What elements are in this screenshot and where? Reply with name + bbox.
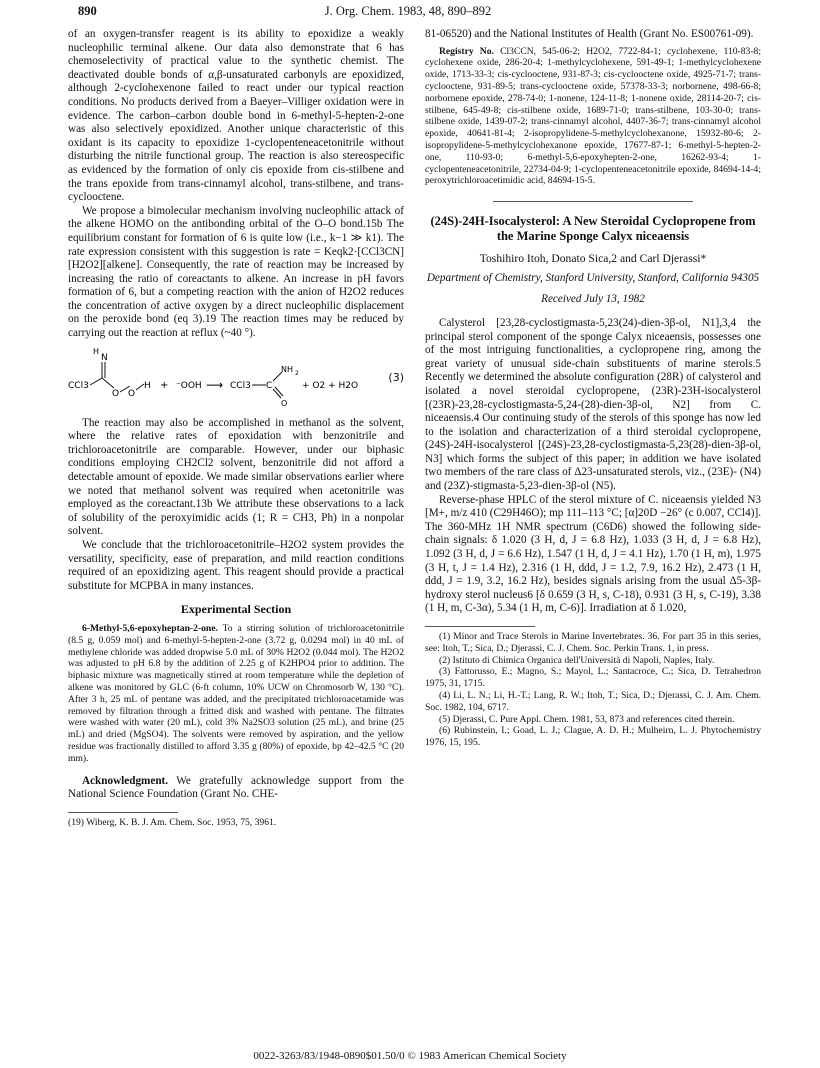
right-column [425,28,761,749]
footnote: (2) Istituto di Chimica Organica dell'Università di Napoli, Naples, Italy. [439,654,715,666]
reactant-ccl3: CCl3 [68,380,89,391]
page-footer: 0022-3263/83/1948-0890$01.50/0 © 1983 American Chemical Society [253,1050,567,1062]
equation-number: (3) [388,370,404,384]
footnote: (19) Wiberg, K. B. J. Am. Chem. Soc. 1953, 75, 3961. [68,816,277,828]
product-ccl3: CCl3 [230,380,251,391]
acknowledgment-text: We gratefully acknowledge support from the National Science Foundation (Grant No. CHE- [68,774,404,801]
paragraph: We conclude that the trichloroacetonitrile–H2O2 system provides the versatility, specificity, ease of preparation, and mild reaction conditions required of an epoxidizing agent. This reagent should provide a practical substitute for MCPBA in many instances. [68,539,404,592]
paragraph: of an oxygen-transfer reagent is its ability to epoxidize a weakly nucleophilic terminal alkene. Our data also demonstrate that 6 has chemoselectivity of practical value to the synthetic chemist. The deactivated double bonds of α,β-unsaturated carbonyls are epoxidized, although 2-cyclohexenone failed to react under our typical reaction conditions. No products derived from a Baeyer–Villiger oxidation were in evidence. The carbon–carbon double bond in 6-methyl-5-hepten-2-one was also selectively epoxidized. Another unique characteristic of this oxidant is its capacity to epoxidize 1-cyclopenteneacetonitrile without disturbing the nitrile functional group. The reaction is also stereospecific as evidenced by the formation of only cis epoxide from cis-stilbene and the trans epoxide from trans-cinnamyl alcohol, trans-stilbene, and trans-cyclooctene. [68,28,404,204]
grant-text: 81-06520) and the National Institutes of Health (Grant No. ES00761-09). [425,28,754,40]
svg-text:O: O [112,388,120,399]
registry-paragraph [425,46,761,188]
svg-text:H: H [93,347,100,356]
registry-text: Cl3CCN, 545-06-2; H2O2, 7722-84-1; cyclohexene, 110-83-8; cyclohexene oxide, 286-20-4; 1-methylcyclohexene, 591-49-1; 1-methylcyclohexene oxide, 1713-33-3; cis-cyclooctene, 931-87-3; cis-cyclooctene oxide, 4925-71-7; trans-cyclooctene, 931-89-5; trans-cyclooctene oxide, 57378-33-3; norbornene, 498-66-8; norbornene epoxide, 278-74-0; 1-nonene, 124-11-8; 1-nonene oxide, 28114-20-7; cis-stilbene, 645-49-8; cis-stilbene oxide, 1689-71-0; trans-stilbene, 103-30-0; trans-stilbene oxide, 1439-07-2; trans-cinnamyl alcohol, 4407-36-7; trans-cinnamyl alcohol epoxide, 40641-81-4; 2-isopropylidene-5-methylcyclohexanone, 15932-80-6; 2-isopropylidene-5-methylcyclohexanone epoxide, 17677-87-1; 6-methyl-5-hepten-2-one, 110-93-0; 6-methyl-5,6-epoxyhepten-2-one, 16262-93-4; 1-cyclopenteneacetonitrile, 22734-04-9; 1-cyclopenteneacetonitrile epoxide, 84694-14-4; peroxytrichloroacetimidic acid, 84694-15-5. [425,45,762,187]
plus-sign: + [160,379,169,391]
paragraph: The reaction may also be accomplished in methanol as the solvent, where the relative rates of epoxidation with benzonitrile and trichloroacetonitrile are comparable. However, under our biphasic conditions employing CH2Cl2 solvent, benzonitrile did not afford a detectable amount of epoxide. We made similar observations earlier where we noted that methanol solvent was required when acetonitrile was employed as the coreactant.13b We attribute these observations to a lack of solubility of the peroxyimidic acids (1; R = CH3, Ph) in a nonpolar solvent. [68,416,404,538]
footnote: (5) Djerassi, C. Pure Appl. Chem. 1981, 53, 873 and references cited therein. [439,713,735,725]
byproducts: + O2 + H2O [302,380,359,391]
svg-text:O: O [281,398,288,408]
page-header [78,4,738,22]
reaction-structure [68,348,368,408]
acknowledgment-title: Acknowledgment. [82,774,169,787]
svg-text:2: 2 [295,369,299,377]
authors: Toshihiro Itoh, Donato Sica,2 and Carl Djerassi* [479,252,707,266]
experimental-text: To a stirring solution of trichloroacetonitrile (8.5 g, 0.059 mol) and 6-methyl-5-hepten-2-one (3.72 g, 0.0294 mol) in 40 mL of methylene chloride was added dropwise 5.0 mL of 30% H2O2 (0.044 mol). The H2O2 was adjusted to pH 6.8 by the addition of 2.25 g of K2HPO4 prior to addition. The biphasic mixture was magnetically stirred at room temperature while the depletion of alkene was monitored by GLC (6-ft column, 10% UCW on Chromosorb W, 130 °C). After 3 h, 25 mL of pentane was added, and the precipitated trichloroacetamide was removed by filtration through a fritted disk and washed with pentane. The filtrates were washed with water (20 mL), cold 3% Na2SO3 solution (25 mL), and brine (25 mL) and dried (MgSO4). The solvents were removed by aspiration, and the yellow residue was fractionally distilled to afford 3.35 g (80%) of epoxide, bp 42–42.5 °C (20 mm). [68,622,404,764]
paragraph: Reverse-phase HPLC of the sterol mixture of C. niceaensis yielded N3 [M+, m/z 410 (C29H46O); mp 111–113 °C; [α]20D −26° (c 0.007, CCl4)]. The 360-MHz 1H NMR spectrum (C6D6) showed the following side-chain signals: δ 1.020 (3 H, d, J = 6.8 Hz), 1.033 (3 H, d, J = 6.8 Hz), 1.092 (3 H, d, J = 6.6 Hz), 1.547 (1 H, d, J = 4.1 Hz), 1.70 (1 H, m), 1.975 (3 H, t, J = 1.4 Hz), 2.316 (1 H, ddd, J = 1.2, 7.9, 16.2 Hz), 2.473 (1 H, ddd, J = 1.9, 3.2, 16.2 Hz), besides signals arising from the usual Δ5-3β-hydroxy sterol nucleus6 [δ 0.659 (3 H, s, C-18), 0.931 (3 H, s, C-19), 3.38 (1 H, m, C-3α), 5.34 (1 H, m, C-6)]. Irradiation at δ 1.020, [425,493,761,615]
affiliation: Department of Chemistry, Stanford University, Stanford, California 94305 [426,271,760,284]
experimental-paragraph [68,623,404,765]
acknowledgment [68,775,404,802]
paragraph: We propose a bimolecular mechanism involving nucleophilic attack of the alkene HOMO on the antibonding orbital of the O–O bond.15b The equilibrium constant for formation of 6 is quite low (i.e., k−1 ≫ k1). The rate expression consistent with this suggestion is rate = Keqk2·[CCl3CN][H2O2][alkene]. Consequently, the rate of reaction may be increased by increasing the ratio of coreactants to alkene. An increase in pH favors formation of 6, but a competing reaction with the anion of H2O2 reduces the concentration of active oxygen by a direct nucleophilic displacement on the peroxide bond (eq 3).19 The reaction times may be reduced by carrying out the reaction at reflux (~40 °). [68,204,404,340]
received-date: Received July 13, 1982 [541,293,645,306]
svg-text:C: C [266,380,273,391]
footnote: (6) Rubinstein, I.; Goad, L. J.; Clague, A. D. H.; Mulheirn, L. J. Phytochemistry 1976, 15, 195. [425,725,761,749]
paragraph: Calysterol [23,28-cyclostigmasta-5,23(24)-dien-3β-ol, N1],3,4 the principal sterol component of the sponge Calyx niceaensis, possesses one of the most intriguing functionalities, a cyclopropene ring, among the great variety of unusual side-chain substituents of marine sterols.5 Recently we determined the absolute configuration (28R) of calysterol and isolated a novel steroidal cyclopropene, (23R)-23H-isocalysterol [(23R)-23,28-cyclostigmasta-5,24-(28)-dien-3β-ol, N2] from C. niceaensis.4 Our continuing study of the sterols of this sponge has now led to the isolation and characterization of a third steroidal cyclopropene, (24S)-24H-isocalysterol [(24S)-23,28-cyclostigmasta-5,23(28)-dien-3β-ol, N3] which forms the subject of this paper; in addition we have isolated two members of the rare class of Δ23-unsaturated sterols, viz., (23E)- (N4) and (23Z)-stigmasta-5,23-dien-3β-ol (N5). [425,316,761,493]
footnote: (3) Fattorusso, E.; Magno, S.; Mayol, L.; Santacroce, C.; Sica, D. Tetrahedron 1975, 31, 1715. [425,666,761,690]
article-divider [493,201,693,202]
equation-3-scheme [68,347,404,409]
footnote-divider [68,812,178,813]
footnote-divider [425,626,535,627]
article-title: (24S)-24H-Isocalysterol: A New Steroidal Cyclopropene from the Marine Sponge Calyx niceaensis [430,214,756,244]
page-number: 890 [78,4,97,18]
svg-text:NH: NH [281,364,293,374]
svg-text:H: H [144,380,151,391]
footnote: (4) Li, L. N.; Li, H.-T.; Lang, R. W.; Itoh, T.; Sica, D.; Djerassi, C. J. Am. Chem. Soc. 1982, 104, 6717. [425,689,761,713]
left-column [68,28,404,829]
registry-title: Registry No. [439,45,494,57]
svg-text:N: N [101,352,108,363]
footnote: (1) Minor and Trace Sterols in Marine Invertebrates. 36. For part 35 in this series, see: Itoh, T.; Sica, D.; Djerassi, C. J. Chem. Soc. Perkin Trans. 1, in press. [425,631,761,654]
reaction-arrow: ⟶ [206,377,224,392]
experimental-compound-title: 6-Methyl-5,6-epoxyheptan-2-one. [82,622,218,634]
hydroperoxide-anion: ⁻OOH [176,380,202,391]
section-heading: Experimental Section [180,602,292,617]
svg-text:O: O [128,388,136,399]
journal-citation: J. Org. Chem. 1983, 48, 890–892 [324,4,492,18]
